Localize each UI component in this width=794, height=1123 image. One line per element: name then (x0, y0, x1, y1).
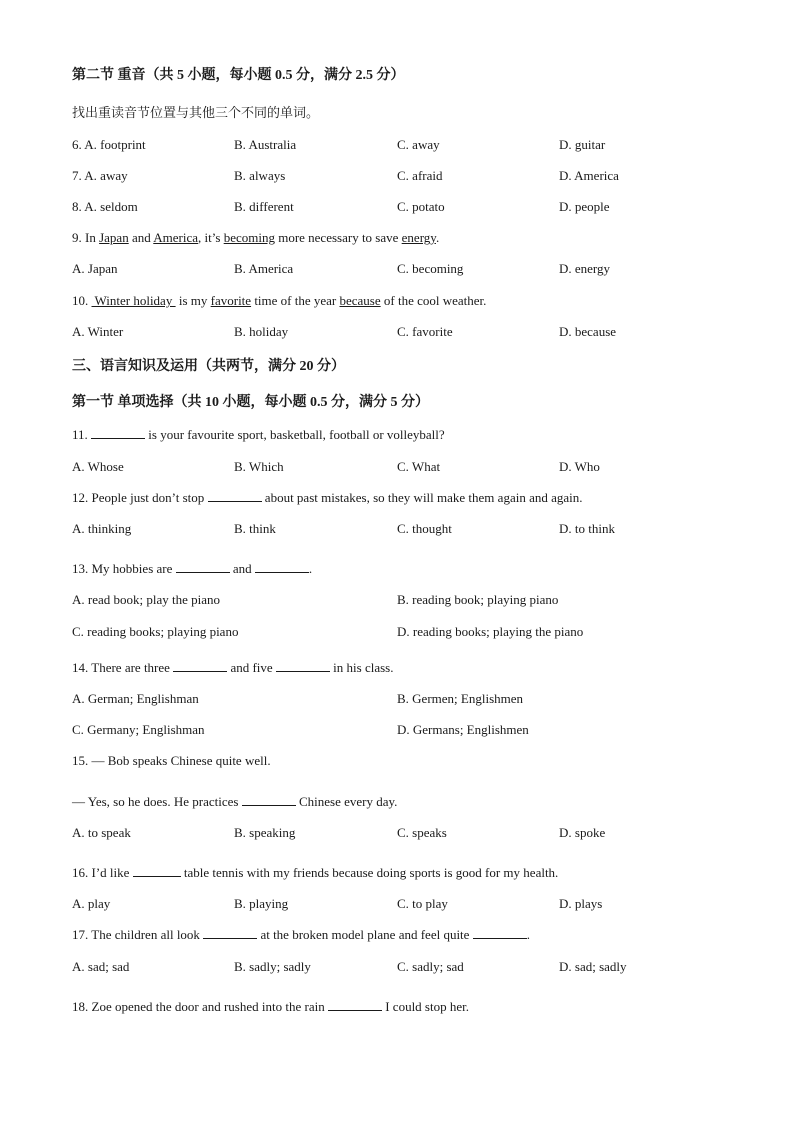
q16-option-c: C. to play (397, 896, 448, 911)
q6-option-b: B. Australia (234, 137, 297, 152)
q7-option-c: C. afraid (397, 168, 443, 183)
answer-blank (242, 794, 296, 806)
q8-option-c: C. potato (397, 199, 445, 214)
q12-option-a: A. thinking (72, 521, 132, 536)
q17-stem (72, 927, 530, 943)
q15-option-d: D. spoke (559, 825, 606, 840)
q9-option-c: C. becoming (397, 261, 464, 276)
q10-option-a: A. Winter (72, 324, 124, 339)
q10-underlined-word: because (339, 293, 381, 308)
q13-text: 13. My hobbies are (72, 561, 176, 576)
q10-underlined-word: favorite (210, 293, 252, 308)
q10-option-b: B. holiday (234, 324, 289, 339)
q12-stem (72, 490, 583, 506)
q13-option-c: C. reading books; playing piano (72, 624, 239, 639)
q11-option-c: C. What (397, 459, 441, 474)
q9-text: , it’s (198, 230, 224, 245)
q13-stem (72, 561, 312, 577)
q15-stem: 15. — Bob speaks Chinese quite well. (72, 753, 271, 768)
q14-option-b: B. Germen; Englishmen (397, 691, 524, 706)
q6-option-c: C. away (397, 137, 440, 152)
part-heading: 三、语言知识及运用（共两节，满分 20 分） (72, 359, 345, 374)
q14-text: and five (227, 660, 276, 675)
answer-blank (203, 927, 257, 939)
answer-blank (473, 927, 527, 939)
q11-option-b: B. Which (234, 459, 284, 474)
q7-option-d: D. America (559, 168, 619, 183)
q12-option-d: D. to think (559, 521, 615, 536)
q15-text: Chinese every day. (295, 794, 398, 809)
q9-underlined-word: energy (401, 230, 436, 245)
q18-text: 18. Zoe opened the door and rushed into the rain (72, 999, 328, 1014)
q8-option-b: B. different (234, 199, 294, 214)
q6-option-a: 6. A. footprint (72, 137, 146, 152)
answer-blank (255, 561, 309, 573)
q12-text: 12. People just don’t stop (72, 490, 208, 505)
q11-option-a: A. Whose (72, 459, 124, 474)
q14-text: in his class. (329, 660, 394, 675)
q16-option-a: A. play (72, 896, 111, 911)
q17-option-b: B. sadly; sadly (234, 959, 311, 974)
q17-option-c: C. sadly; sad (397, 959, 464, 974)
q14-text: 14. There are three (72, 660, 174, 675)
q9-stem (72, 230, 439, 246)
q16-option-b: B. playing (234, 896, 289, 911)
q11-option-d: D. Who (559, 459, 600, 474)
answer-blank (133, 865, 181, 877)
q17-option-d: D. sad; sadly (559, 959, 627, 974)
q17-text: 17. The children all look (72, 927, 204, 942)
q13-option-d: D. reading books; playing the piano (397, 624, 584, 639)
q9-option-b: B. America (234, 261, 294, 276)
q14-stem (72, 660, 393, 676)
q15-option-a: A. to speak (72, 825, 131, 840)
q14-option-a: A. German; Englishman (72, 691, 199, 706)
q9-underlined-word: becoming (223, 230, 275, 245)
q9-option-a: A. Japan (72, 261, 118, 276)
q13-option-a: A. read book; play the piano (72, 592, 221, 607)
q13-option-b: B. reading book; playing piano (397, 592, 559, 607)
q12-option-b: B. think (234, 521, 276, 536)
answer-blank (276, 660, 330, 672)
q14-option-c: C. Germany; Englishman (72, 722, 205, 737)
q10-text: 10. (72, 293, 92, 308)
q10-option-d: D. because (559, 324, 617, 339)
q11-text: is your favourite sport, basketball, football or volleyball? (145, 427, 445, 442)
q18-stem (72, 999, 469, 1015)
answer-blank (176, 561, 230, 573)
q10-stem (72, 293, 486, 309)
q11-stem (72, 427, 445, 443)
q17-option-a: A. sad; sad (72, 959, 130, 974)
q8-option-a: 8. A. seldom (72, 199, 138, 214)
q15-option-b: B. speaking (234, 825, 296, 840)
q15-text: — Yes, so he does. He practices (72, 794, 242, 809)
section-instruction: 找出重读音节位置与其他三个不同的单词。 (72, 105, 320, 120)
q10-option-c: C. favorite (397, 324, 453, 339)
answer-blank (91, 427, 145, 439)
q9-text: and (128, 230, 154, 245)
answer-blank (173, 660, 227, 672)
q9-text: . (435, 230, 440, 245)
q8-option-d: D. people (559, 199, 610, 214)
q9-option-d: D. energy (559, 261, 611, 276)
q9-underlined-word: America (153, 230, 199, 245)
q15-reply (72, 794, 397, 810)
q10-underlined-word: Winter holiday (91, 293, 176, 308)
q15-option-c: C. speaks (397, 825, 447, 840)
q16-text: table tennis with my friends because doing sports is good for my health. (180, 865, 559, 880)
q16-option-d: D. plays (559, 896, 603, 911)
q18-text: I could stop her. (381, 999, 469, 1014)
q10-text: is my (175, 293, 211, 308)
q13-text: and (229, 561, 255, 576)
q11-text: 11. (72, 427, 92, 442)
q6-option-d: D. guitar (559, 137, 606, 152)
q17-text: at the broken model plane and feel quite (257, 927, 473, 942)
q9-underlined-word: Japan (99, 230, 129, 245)
answer-blank (328, 999, 382, 1011)
q7-option-b: B. always (234, 168, 286, 183)
answer-blank (208, 490, 262, 502)
q7-option-a: 7. A. away (72, 168, 128, 183)
q12-text: about past mistakes, so they will make them again and again. (261, 490, 583, 505)
q10-text: of the cool weather. (380, 293, 487, 308)
q16-text: 16. I’d like (72, 865, 133, 880)
q9-text: more necessary to save (274, 230, 402, 245)
section-heading: 第二节 重音（共 5 小题，每小题 0.5 分，满分 2.5 分） (72, 68, 405, 83)
section-heading: 第一节 单项选择（共 10 小题，每小题 0.5 分，满分 5 分） (72, 395, 429, 410)
q14-option-d: D. Germans; Englishmen (397, 722, 529, 737)
q13-text: . (308, 561, 313, 576)
q16-stem (72, 865, 558, 881)
q10-text: time of the year (251, 293, 340, 308)
q12-option-c: C. thought (397, 521, 452, 536)
q9-text: 9. In (72, 230, 100, 245)
q17-text: . (526, 927, 530, 942)
